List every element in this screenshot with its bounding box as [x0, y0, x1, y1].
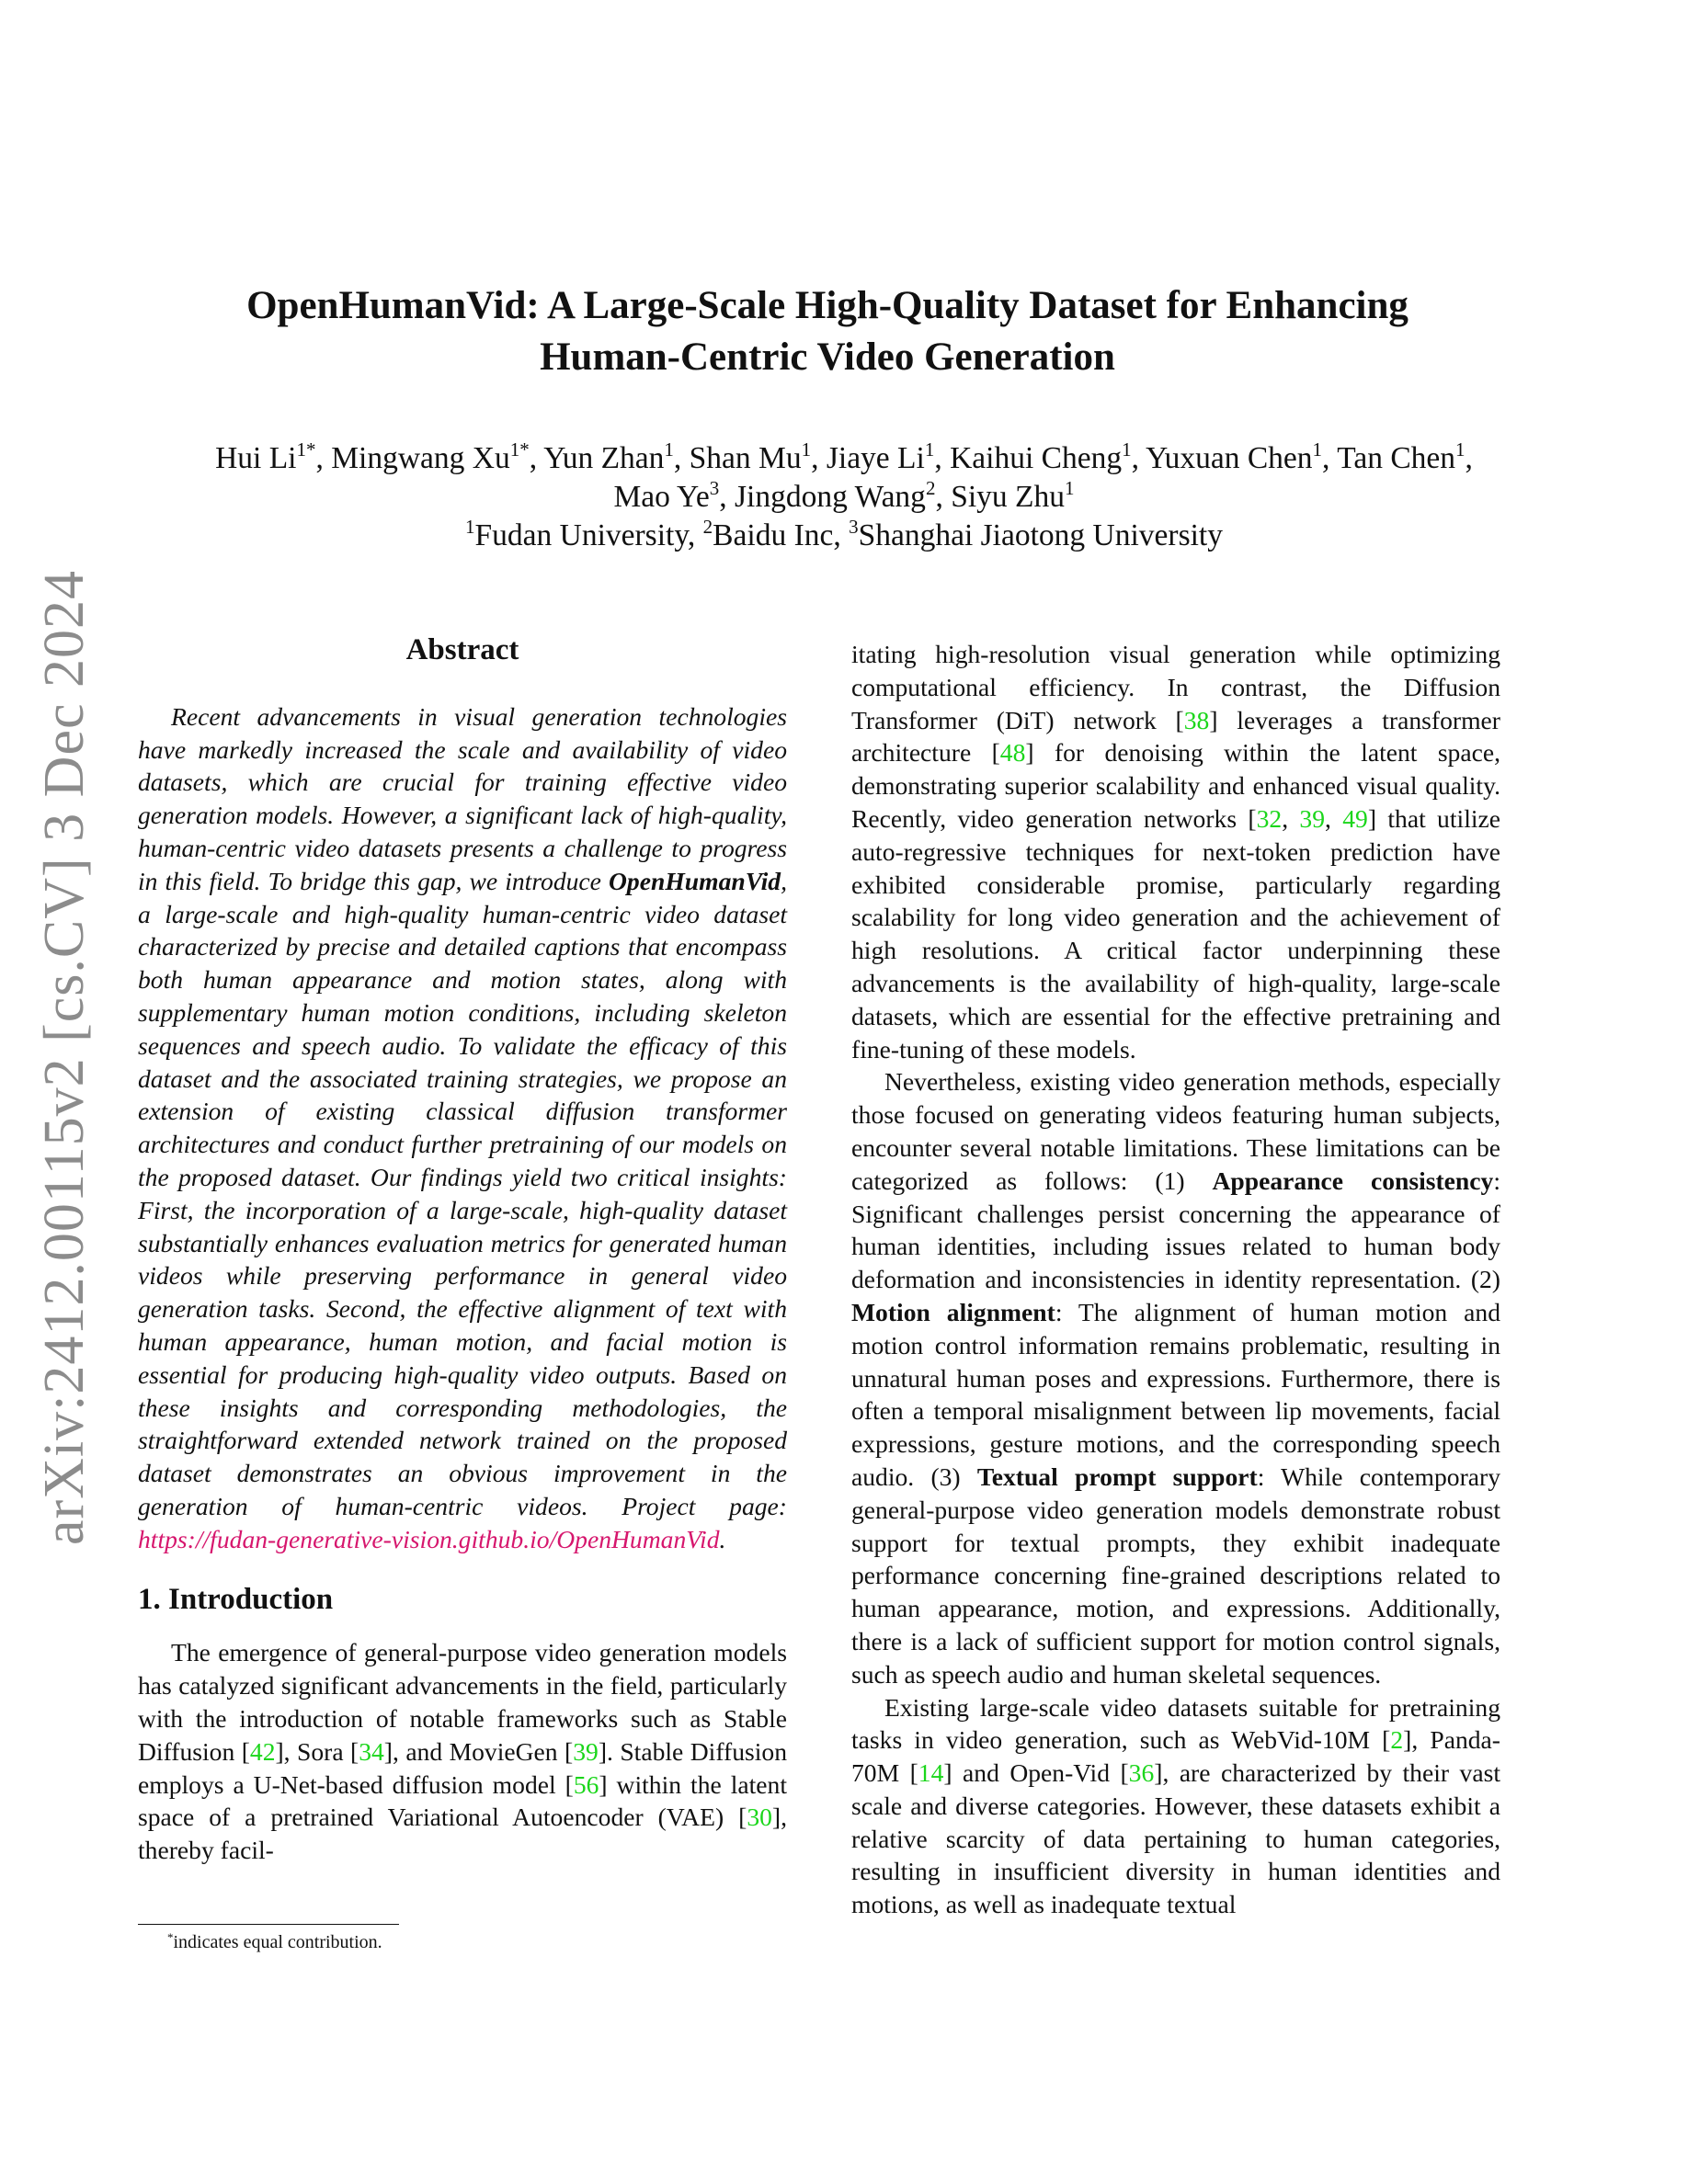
- abstract-heading: Abstract: [405, 633, 519, 666]
- citation-link[interactable]: 2: [1390, 1725, 1404, 1755]
- footnote-divider: [138, 1924, 399, 1925]
- author-affil-mark: 2: [925, 477, 936, 499]
- author-name: Tan Chen: [1337, 441, 1456, 475]
- arxiv-sidebar-stamp: [28, 569, 101, 1545]
- dataset-name: OpenHumanVid: [609, 866, 781, 895]
- citation-link[interactable]: 32: [1256, 803, 1283, 833]
- author-affil-mark: 1: [801, 438, 812, 461]
- arxiv-id: arXiv:2412.00115v2 [cs.CV] 3 Dec 2024: [32, 569, 96, 1545]
- author-name: Mao Ye: [613, 480, 710, 514]
- body-paragraph: [851, 638, 1500, 1065]
- body-text: ] within the latent space of a pretrained Variational Autoencoder (VAE) [: [138, 1769, 787, 1832]
- author-name: Jiaye Li: [826, 441, 925, 475]
- author-name: Jingdong Wang: [735, 480, 926, 514]
- body-paragraph: [851, 1691, 1500, 1922]
- author-name: Hui Li: [215, 441, 297, 475]
- citation-link[interactable]: 56: [573, 1769, 599, 1799]
- footnote: [167, 1932, 382, 1953]
- citation-link[interactable]: 39: [1299, 803, 1326, 833]
- body-text: itating high-resolution visual generation while optimizing computational efficiency. In contrast, the Diffusion Transformer (DiT) network [: [851, 640, 1500, 734]
- author-affil-mark: 1: [1122, 438, 1132, 461]
- body-text: ] and Open-Vid [: [943, 1758, 1129, 1788]
- body-text: ], are characterized by their vast scale and diverse categories. However, these datasets exhibit a relative scarcity of data pertaining to human categories, resulting in insufficient diversity in human identities and motions, as well as inadequate textual: [851, 1758, 1500, 1919]
- affiliation-name: Shanghai Jiaotong University: [858, 518, 1223, 552]
- project-page-link[interactable]: https://fudan-generative-vision.github.io/OpenHumanVid: [138, 1524, 720, 1553]
- section-heading-introduction: 1. Introduction: [138, 1582, 334, 1616]
- body-text: ,: [1325, 803, 1343, 833]
- author-affil-mark: 3: [709, 477, 720, 499]
- affil-mark: 3: [849, 516, 859, 538]
- body-text: : The alignment of human motion and motion control information remains problematic, resulting in unnatural human poses and expressions. Furthermore, there is often a temporal misalignment between lip movements, facial expressions, gesture motions, and the corresponding speech audio. (3): [851, 1297, 1501, 1491]
- abstract-text: Recent advancements in visual generation technologies have markedly increased the scale and availability of video datasets, which are crucial for training effective video generation models. However, a significant lack of high-quality, human-centric video datasets presents a challenge to progress in this field. To bridge this gap, we introduce: [138, 701, 787, 895]
- body-text: ]. Stable Diffusion employs a U-Net-based diffusion model [: [138, 1736, 787, 1799]
- paper-title: [138, 280, 1517, 383]
- citation-link[interactable]: 38: [1183, 705, 1210, 734]
- body-text: ] for denoising within the latent space, demonstrating superior scalability and enhanced visual quality. Recently, video generation networks [: [851, 738, 1500, 833]
- author-line-2: Mao Ye$^3$, Jingdong Wang$^2$, Siyu Zhu$^1$: [613, 477, 1075, 514]
- citation-link[interactable]: 48: [999, 738, 1026, 768]
- limitation-term: Appearance consistency: [1212, 1166, 1494, 1195]
- body-text: : Significant challenges persist concerning the appearance of human identities, including issues related to human body deformation and inconsistencies in identity representation. (2): [851, 1166, 1500, 1294]
- body-text: ], Panda-70M [: [851, 1725, 1500, 1788]
- body-text: ], thereby facil-: [138, 1803, 787, 1865]
- author-affil-mark: 1: [1455, 438, 1466, 461]
- citation-link[interactable]: 34: [359, 1736, 384, 1766]
- left-column: [138, 634, 787, 1867]
- body-text: ] leverages a transformer architecture [: [851, 705, 1500, 768]
- body-text: ], and MovieGen [: [383, 1736, 574, 1766]
- title-line-1: OpenHumanVid: A Large-Scale High-Quality Dataset for Enhancing: [246, 284, 1409, 327]
- author-affil-mark: 1: [1064, 477, 1075, 499]
- author-block: [92, 439, 1596, 555]
- author-affil-mark: 1*: [296, 438, 316, 461]
- footnote-text: indicates equal contribution.: [173, 1932, 382, 1952]
- author-affil-mark: 1*: [509, 438, 530, 461]
- body-text: Nevertheless, existing video generation methods, especially those focused on generating videos featuring human subjects, encounter several notable limitations. These limitations can be categorized as follows: (1): [851, 1067, 1500, 1195]
- author-name: Kaihui Cheng: [950, 441, 1123, 475]
- abstract-text: , a large-scale and high-quality human-centric video dataset characterized by precise and detailed captions that encompass both human appearance and motion states, along with supplementary human motion conditions, including skeleton sequences and speech audio. To validate the efficacy of this dataset and the associated training strategies, we propose an extension of existing classical diffusion transformer architectures and conduct further pretraining of our models on the proposed dataset. Our findings yield two critical insights: First, the incorporation of a large-scale, high-quality dataset substantially enhances evaluation metrics for generated human videos while preserving performance in general video generation tasks. Second, the effective alignment of text with human appearance, human motion, and facial motion is essential for producing high-quality video outputs. Based on these insights and corresponding methodologies, the straightforward extended network trained on the proposed dataset demonstrates an obvious improvement in the generation of human-centric videos. Project page:: [138, 866, 787, 1520]
- limitation-term: Motion alignment: [851, 1297, 1055, 1326]
- body-text: Existing large-scale video datasets suitable for pretraining tasks in video generation, such as WebVid-10M [: [851, 1692, 1500, 1755]
- author-affil-mark: 1: [924, 438, 935, 461]
- citation-link[interactable]: 49: [1342, 803, 1368, 833]
- author-affil-mark: 1: [1312, 438, 1323, 461]
- title-line-2: Human-Centric Video Generation: [540, 336, 1115, 379]
- affil-mark: 1: [465, 516, 475, 538]
- citation-link[interactable]: 42: [249, 1736, 276, 1766]
- affil-mark: 2: [702, 516, 713, 538]
- right-column: [851, 638, 1500, 1921]
- author-name: Shan Mu: [689, 441, 802, 475]
- abstract-paragraph: [138, 700, 787, 1556]
- body-text: ,: [1282, 803, 1300, 833]
- affiliation-name: Baidu Inc: [713, 518, 834, 552]
- body-text: The emergence of general-purpose video generation models has catalyzed significant advancements in the field, particularly with the introduction of notable frameworks such as Stable Diffusion [: [138, 1638, 787, 1766]
- footnote-mark: *: [167, 1930, 174, 1944]
- body-paragraph: [851, 1065, 1500, 1690]
- author-name: Yuxuan Chen: [1146, 441, 1313, 475]
- citation-link[interactable]: 39: [573, 1736, 599, 1766]
- author-name: Mingwang Xu: [331, 441, 510, 475]
- intro-paragraph: [138, 1636, 787, 1867]
- citation-link[interactable]: 36: [1128, 1758, 1155, 1788]
- body-text: ] that utilize auto-regressive techniques for next-token prediction have exhibited considerable promise, particularly regarding scalability for long video generation and the achievement of high resolutions. A critical factor underpinning these advancements is the availability of high-quality, large-scale datasets, which are essential for the effective pretraining and fine-tuning of these models.: [851, 803, 1501, 1064]
- citation-link[interactable]: 14: [918, 1758, 944, 1788]
- author-line-1: Hui $Li^{1*}$, Mingwang $Xu^{1*}$, Yun Zhan$^1$, Shan Mu$^1$, Jiaye Li$^1$, Kaihui Cheng$^1$, Yuxuan Chen$^1$, Tan Chen$^1$,: [215, 438, 1473, 475]
- abstract-text: .: [719, 1524, 726, 1553]
- author-name: Yun Zhan: [543, 441, 665, 475]
- citation-link[interactable]: 30: [747, 1803, 772, 1832]
- affiliation-name: Fudan University: [474, 518, 688, 552]
- body-text: : While contemporary general-purpose video generation models demonstrate robust support for textual prompts, they exhibit inadequate performance concerning fine-grained descriptions related to human appearance, motion, and expressions. Additionally, there is a lack of sufficient support for motion control signals, such as speech audio and human skeletal sequences.: [851, 1462, 1500, 1689]
- body-text: ], Sora [: [275, 1736, 359, 1766]
- author-affil-mark: 1: [664, 438, 674, 461]
- limitation-term: Textual prompt support: [976, 1462, 1258, 1491]
- author-name: Siyu Zhu: [951, 480, 1065, 514]
- affiliation-line: $^1$Fudan University, $^2$Baidu Inc, $^3$Shanghai Jiaotong University: [465, 516, 1223, 552]
